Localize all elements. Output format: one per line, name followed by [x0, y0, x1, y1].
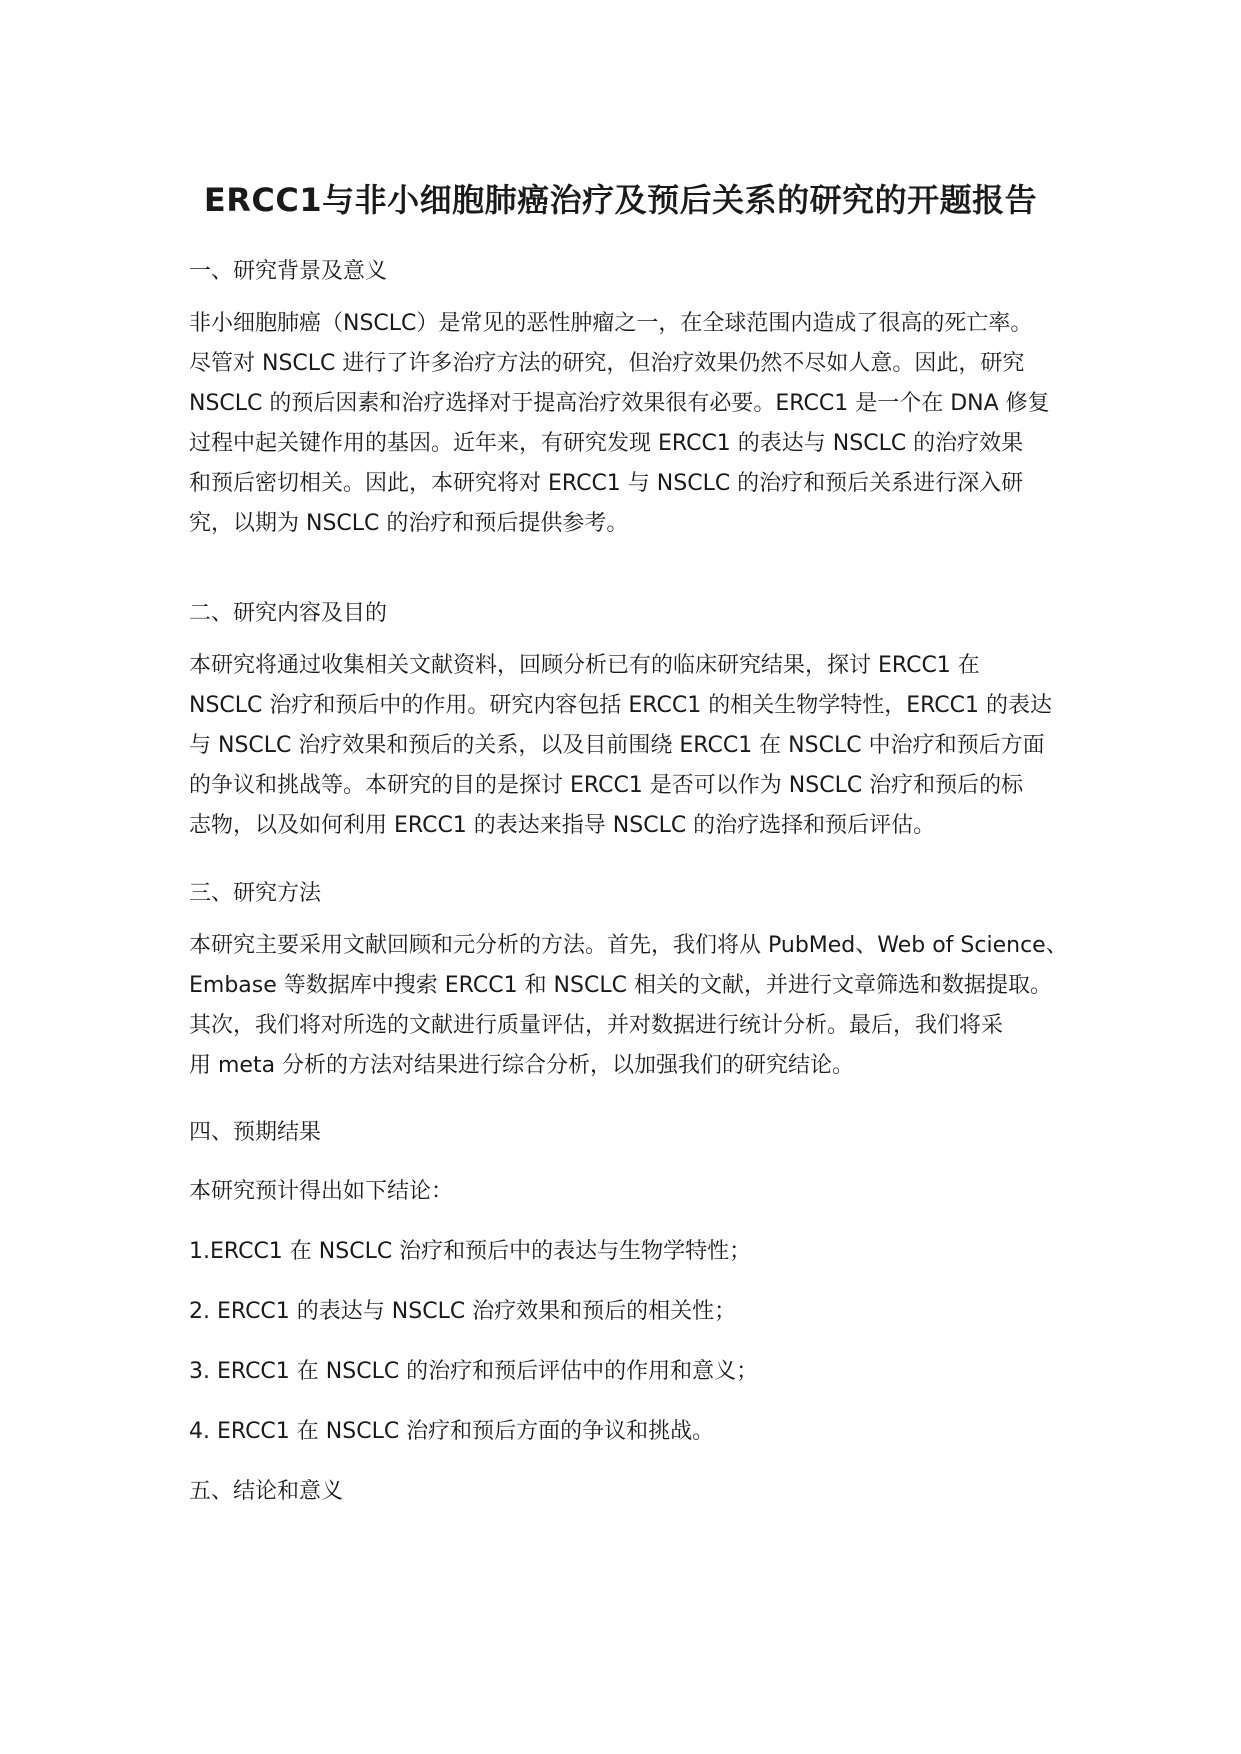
section-heading-content: 二、研究内容及目的	[189, 601, 388, 626]
list-item: 3. ERCC1 在 NSCLC 的治疗和预后评估中的作用和意义；	[189, 1359, 759, 1384]
list-item: 4. ERCC1 在 NSCLC 治疗和预后方面的争议和挑战。	[189, 1419, 715, 1444]
section-heading-expected-results: 四、预期结果	[189, 1120, 322, 1145]
section-heading-methods: 三、研究方法	[189, 881, 322, 906]
section-heading-background: 一、研究背景及意义	[189, 259, 388, 284]
section-paragraph-methods	[189, 926, 1069, 1086]
paragraph-line: 的争议和挑战等。本研究的目的是探讨 ERCC1 是否可以作为 NSCLC 治疗和预后的标	[189, 773, 1024, 798]
paragraph-line: 志物，以及如何利用 ERCC1 的表达来指导 NSCLC 的治疗选择和预后评估。	[189, 813, 936, 838]
paragraph-line: 其次，我们将对所选的文献进行质量评估，并对数据进行统计分析。最后，我们将采	[189, 1013, 1004, 1038]
paragraph-line: 和预后密切相关。因此，本研究将对 ERCC1 与 NSCLC 的治疗和预后关系进行深入研	[189, 471, 1024, 496]
paragraph-line: NSCLC 治疗和预后中的作用。研究内容包括 ERCC1 的相关生物学特性，ERCC1 的表达	[189, 693, 1052, 718]
paragraph-line: 非小细胞肺癌（NSCLC）是常见的恶性肿瘤之一，在全球范围内造成了很高的死亡率。	[189, 311, 1033, 336]
paragraph-line: 本研究主要采用文献回顾和元分析的方法。首先，我们将从 PubMed、Web of Science、	[189, 933, 1068, 958]
paragraph-line: 究，以期为 NSCLC 的治疗和预后提供参考。	[189, 511, 629, 536]
list-item: 1.ERCC1 在 NSCLC 治疗和预后中的表达与生物学特性；	[189, 1239, 752, 1264]
paragraph-line: 用 meta 分析的方法对结果进行综合分析，以加强我们的研究结论。	[189, 1053, 855, 1078]
paragraph-line: 过程中起关键作用的基因。近年来，有研究发现 ERCC1 的表达与 NSCLC 的治疗效果	[189, 431, 1024, 456]
section-paragraph-background	[189, 304, 1069, 544]
paragraph-line: 尽管对 NSCLC 进行了许多治疗方法的研究，但治疗效果仍然不尽如人意。因此，研究	[189, 351, 1025, 376]
section-intro-expected-results: 本研究预计得出如下结论：	[189, 1179, 454, 1204]
section-paragraph-content	[189, 646, 1069, 846]
paragraph-line: 与 NSCLC 治疗效果和预后的关系，以及目前围绕 ERCC1 在 NSCLC 中治疗和预后方面	[189, 733, 1045, 758]
document-title: ERCC1与非小细胞肺癌治疗及预后关系的研究的开题报告	[203, 181, 1038, 219]
list-item: 2. ERCC1 的表达与 NSCLC 治疗效果和预后的相关性；	[189, 1299, 737, 1324]
paragraph-line: Embase 等数据库中搜索 ERCC1 和 NSCLC 相关的文献，并进行文章筛选和数据提取。	[189, 973, 1052, 998]
paragraph-line: NSCLC 的预后因素和治疗选择对于提高治疗效果很有必要。ERCC1 是一个在 DNA 修复	[189, 391, 1050, 416]
section-heading-conclusion: 五、结论和意义	[189, 1479, 344, 1504]
paragraph-line: 本研究将通过收集相关文献资料，回顾分析已有的临床研究结果，探讨 ERCC1 在	[189, 653, 980, 678]
